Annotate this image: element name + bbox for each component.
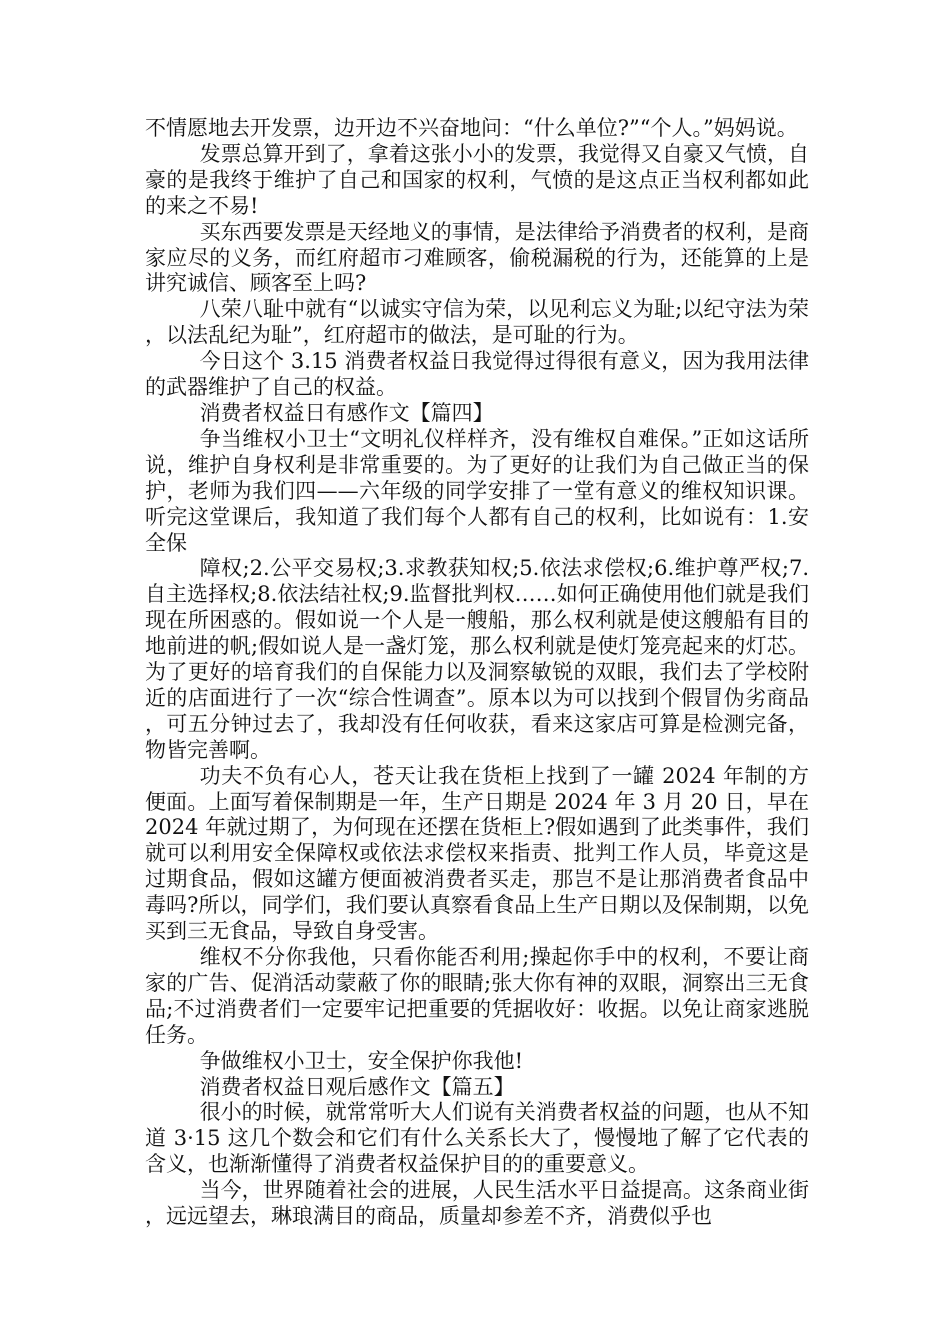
paragraph-10: 维权不分你我他，只看你能否利用;操起你手中的权利，不要让商家的广告、促消活动蒙蔽了你的眼睛;张大你有神的双眼，洞察出三无食品;不过消费者们一定要牢记把重要的凭据收好：收据。以免让商家逃脱任务。 bbox=[145, 945, 809, 1047]
paragraph-11: 争做维权小卫士，安全保护你我他! bbox=[199, 1048, 524, 1073]
paragraph-4: 八荣八耻中就有“以诚实守信为荣，以见利忘义为耻;以纪守法为荣，以法乱纪为耻”，红府超市的做法，是可耻的行为。 bbox=[145, 297, 809, 348]
document-page bbox=[145, 116, 809, 1230]
paragraph-7: 争当维权小卫士“文明礼仪样样齐，没有维权自难保。”正如这话所说，维护自身权利是非常重要的。为了更好的让我们为自己做正当的保护，老师为我们四——六年级的同学安排了一堂有意义的维权知识课。听完这堂课后，我知道了我们每个人都有自己的权利，比如说有：1.安全保 bbox=[145, 426, 809, 555]
section-heading-4: 消费者权益日有感作文【篇四】 bbox=[199, 400, 494, 425]
paragraph-8: 障权;2.公平交易权;3.求教获知权;5.依法求偿权;6.维护尊严权;7.自主选择权;8.依法结社权;9.监督批判权……如何正确使用他们就是我们现在所困惑的。假如说一个人是一艘船，那么权利就是使这艘船有目的地前进的帆;假如说人是一盏灯笼，那么权利就是使灯笼亮起来的灯芯。为了更好的培育我们的自保能力以及洞察敏锐的双眼，我们去了学校附近的店面进行了一次“综合性调查”。原本以为可以找到个假冒伪劣商品，可五分钟过去了，我却没有任何收获，看来这家店可算是检测完备，物皆完善啊。 bbox=[145, 556, 809, 762]
paragraph-3: 买东西要发票是天经地义的事情，是法律给予消费者的权利，是商家应尽的义务，而红府超市刁难顾客，偷税漏税的行为，还能算的上是讲究诚信、顾客至上吗? bbox=[145, 219, 809, 296]
paragraph-2: 发票总算开到了，拿着这张小小的发票，我觉得又自豪又气愤，自豪的是我终于维护了自己和国家的权利，气愤的是这点正当权利都如此的来之不易! bbox=[145, 141, 809, 218]
section-heading-5: 消费者权益日观后感作文【篇五】 bbox=[199, 1074, 515, 1099]
paragraph-13: 很小的时候，就常常听大人们说有关消费者权益的问题，也从不知道 3·15 这几个数会和它们有什么关系长大了，慢慢地了解了它代表的含义，也渐渐懂得了消费者权益保护目的的重要意义。 bbox=[145, 1100, 809, 1177]
paragraph-5: 今日这个 3.15 消费者权益日我觉得过得很有意义，因为我用法律的武器维护了自己的权益。 bbox=[145, 349, 809, 400]
paragraph-9: 功夫不负有心人，苍天让我在货柜上找到了一罐 2024 年制的方便面。上面写着保制期是一年，生产日期是 2024 年 3 月 20 日，早在 2024 年就过期了，为何现在还摆在货柜上?假如遇到了此类事件，我们就可以利用安全保障权或依法求偿权来指责、批判工作人员，毕竟这是过期食品，假如这罐方便面被消费者买走，那岂不是让那消费者食品中毒吗?所以，同学们，我们要认真察看食品上生产日期以及保制期，以免买到三无食品，导致自身受害。 bbox=[145, 763, 809, 944]
paragraph-1: 不情愿地去开发票，边开边不兴奋地问：“什么单位?”“个人。”妈妈说。 bbox=[145, 116, 798, 140]
paragraph-14: 当今，世界随着社会的进展，人民生活水平日益提高。这条商业街，远远望去，琳琅满目的商品，质量却参差不齐，消费似乎也 bbox=[145, 1178, 809, 1229]
